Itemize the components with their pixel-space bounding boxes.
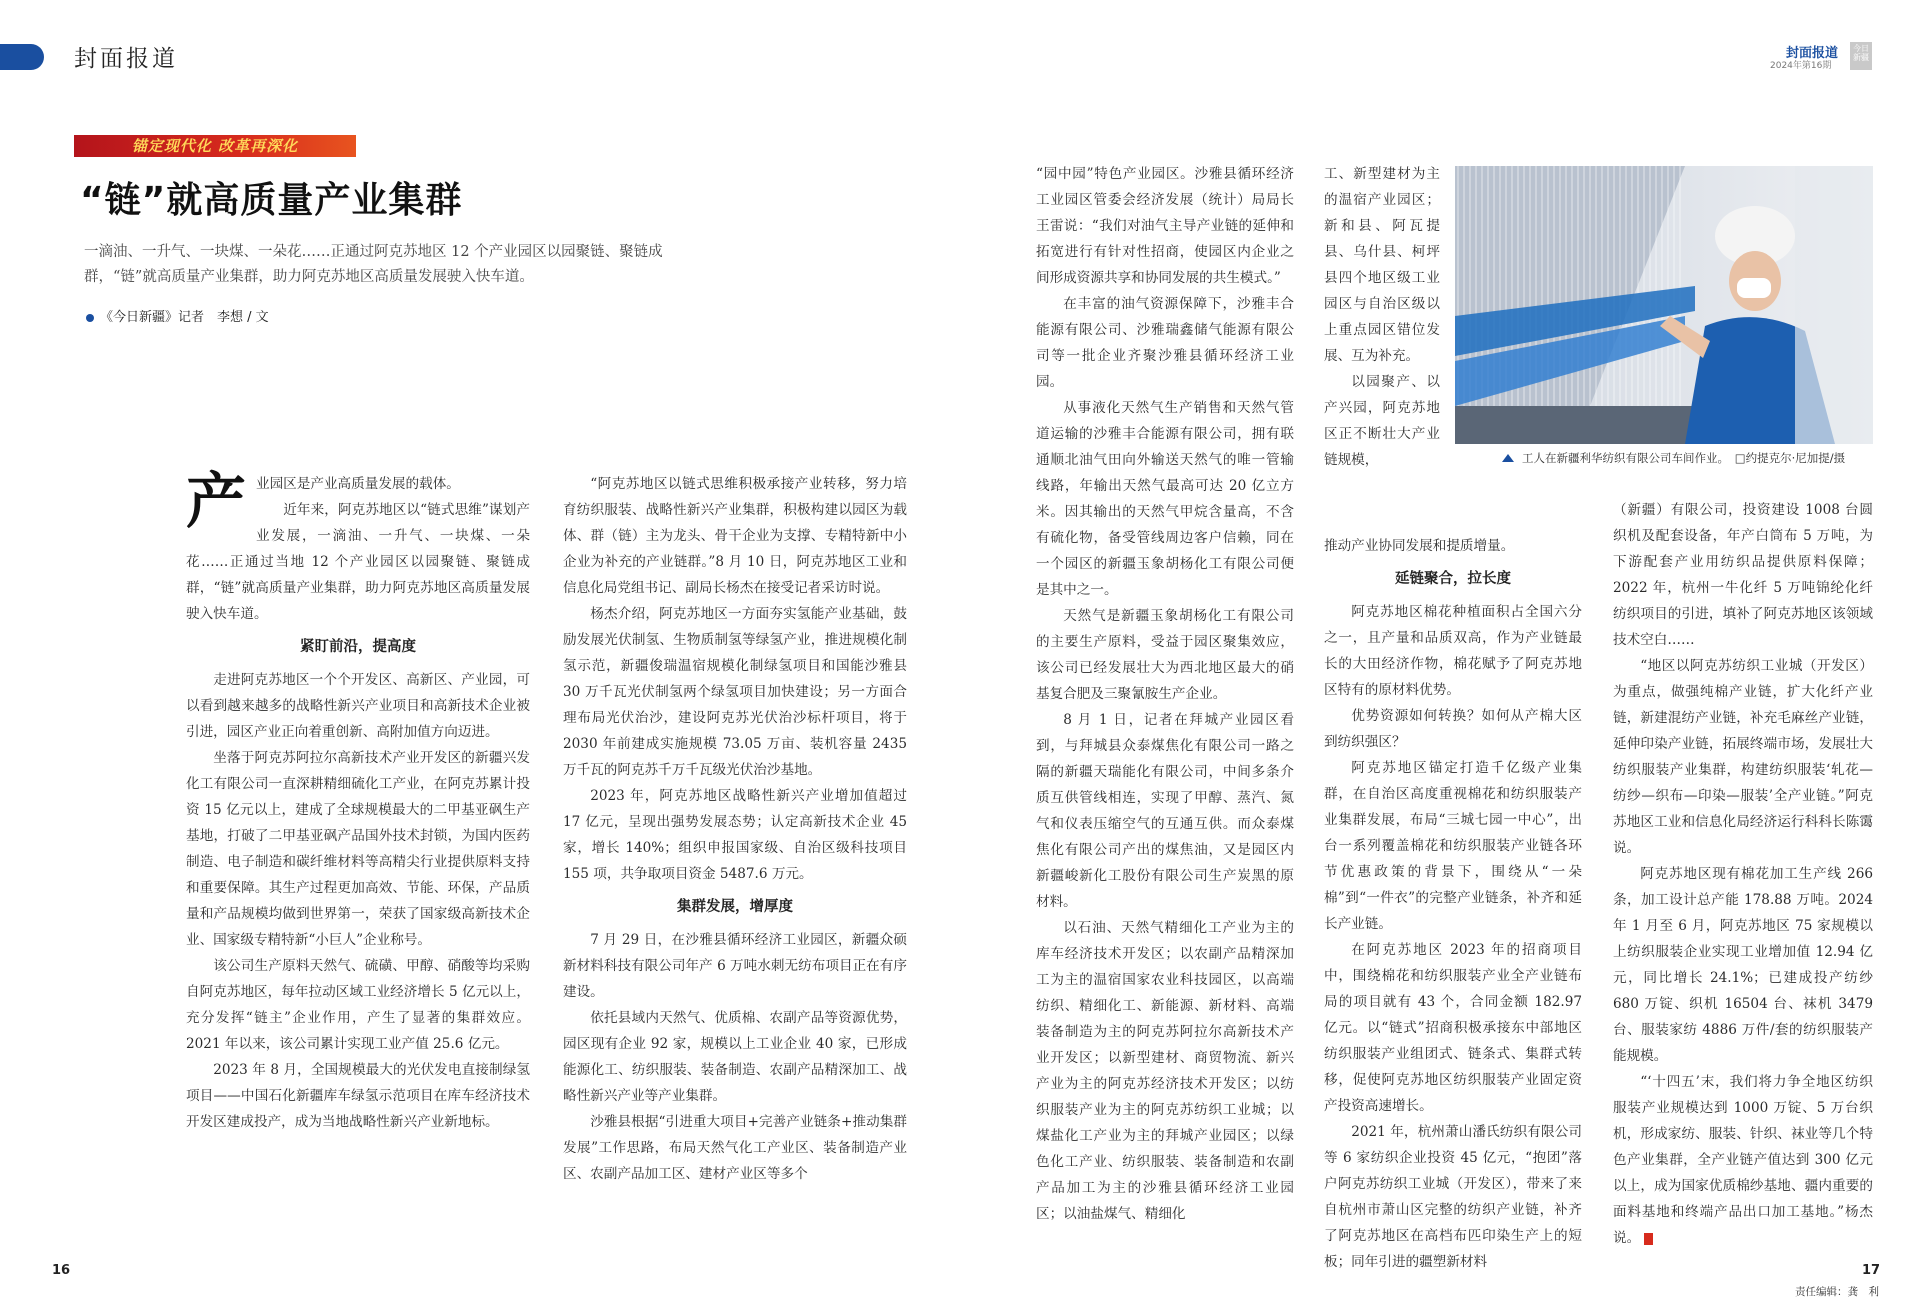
paragraph: 2023 年，阿克苏地区战略性新兴产业增加值超过 17 亿元，呈现出强势发展态势；认定高新技术企业 45 家，增长 140%；组织申报国家级、自治区级科技项目 155 项，共争取项目资金 5487.6 万元。 xyxy=(563,788,907,882)
paragraph: 7 月 29 日，在沙雅县循环经济工业园区，新疆众硕新材料科技有限公司年产 6 万吨水刺无纺布项目正在有序建设。 xyxy=(563,932,907,1000)
paragraph: 走进阿克苏地区一个个开发区、高新区、产业园，可以看到越来越多的战略性新兴产业项目和高新技术企业被引进，园区产业正向着重创新、高附加值方向迈进。 xyxy=(186,672,530,740)
section-label-right: 封面报道 xyxy=(1786,46,1839,61)
paragraph: 在阿克苏地区 2023 年的招商项目中，围绕棉花和纺织服装产业全产业链布局的项目就有 43 个，合同金额 182.97 亿元。以“链式”招商积极承接东中部地区纺织服装产业组团式、链条式、集群式转移，促使阿克苏地区纺织服装产业固定资产投资高速增长。 xyxy=(1324,942,1582,1114)
column-2 xyxy=(563,471,907,1187)
paragraph: 杨杰介绍，阿克苏地区一方面夯实氢能产业基础，鼓励发展光伏制氢、生物质制氢等绿氢产业，推进规模化制氢示范，新疆俊瑞温宿规模化制绿氢项目和国能沙雅县 30 万千瓦光伏制氢两个绿氢项目加快建设；另一方面合理布局光伏治沙，建设阿克苏光伏治沙标杆项目，将于 2030 年前建成实施规模 73.05 万亩、装机容量 2435 万千瓦的阿克苏千万千瓦级光伏治沙基地。 xyxy=(563,606,907,778)
paragraph-text: “‘十四五’末，我们将力争全地区纺织服装产业规模达到 1000 万锭、5 万台织机，形成家纺、服装、针织、袜业等几个特色产业集群，全产业链产值达到 300 亿元以上，成为国家优质棉纱基地、疆内重要的面料基地和终端产品出口加工基地。”杨杰说。 xyxy=(1613,1074,1873,1246)
paragraph: 近年来，阿克苏地区以“链式思维”谋划产业发展，一滴油、一升气、一块煤、一朵花……正通过当地 12 个产业园区以园聚链、聚链成群，“链”就高质量产业集群，助力阿克苏地区高质量发展驶入快车道。 xyxy=(186,502,530,622)
paragraph: 2021 年，杭州萧山潘氏纺织有限公司等 6 家纺织企业投资 45 亿元，“抱团”落户阿克苏纺织工业城（开发区），带来了来自杭州市萧山区完整的纺织产业链，补齐了阿克苏地区在高档布匹印染生产上的短板；同年引进的疆塑新材料 xyxy=(1324,1124,1582,1270)
factory-photo xyxy=(1455,166,1873,444)
section-heading: 集群发展，增厚度 xyxy=(677,899,793,915)
paragraph: 阿克苏地区现有棉花加工生产线 266 条，加工设计总产能 178.88 万吨。2024 年 1 月至 6 月，阿克苏地区 75 家规模以上纺织服装企业实现工业增加值 12.94 亿元，同比增长 24.1%；已建成投产纺纱 680 万锭、织机 16504 台、袜机 3479 台、服装家纺 4886 万件/套的纺织服装产能规模。 xyxy=(1613,866,1873,1064)
paragraph: 2023 年 8 月，全国规模最大的光伏发电直接制绿氢项目——中国石化新疆库车绿氢示范项目在库车经济技术开发区建成投产，成为当地战略性新兴产业新地标。 xyxy=(186,1062,530,1130)
issue-label: 2024年第16期 xyxy=(1770,61,1832,71)
column-4 xyxy=(1324,161,1440,473)
caption-triangle-icon xyxy=(1502,454,1514,462)
magazine-logo: 今日新疆 xyxy=(1850,42,1872,70)
section-label-left: 封面报道 xyxy=(74,46,178,72)
drop-cap: 产 xyxy=(186,467,246,537)
article-subtitle: 一滴油、一升气、一块煤、一朵花……正通过阿克苏地区 12 个产业园区以园聚链、聚链成群，“链”就高质量产业集群，助力阿克苏地区高质量发展驶入快车道。 xyxy=(84,244,663,285)
paragraph: 在丰富的油气资源保障下，沙雅丰合能源有限公司、沙雅瑞鑫储气能源有限公司等一批企业齐聚沙雅县循环经济工业园。 xyxy=(1036,296,1294,390)
column-3 xyxy=(1036,161,1294,1227)
page-number-left: 16 xyxy=(52,1263,71,1278)
paragraph: “地区以阿克苏纺织工业城（开发区）为重点，做强纯棉产业链，扩大化纤产业链，新建混纺产业链，补充毛麻丝产业链，延伸印染产业链，拓展终端市场，发展壮大纺织服装产业集群，构建纺织服装‘轧花—纺纱—织布—印染—服装’全产业链。”阿克苏地区工业和信息化局经济运行科科长陈霭说。 xyxy=(1613,658,1873,856)
paragraph: 天然气是新疆玉象胡杨化工有限公司的主要生产原料，受益于园区聚集效应，该公司已经发展壮大为西北地区最大的硝基复合肥及三聚氰胺生产企业。 xyxy=(1036,608,1294,702)
photo-illustration xyxy=(1455,166,1873,444)
paragraph: （新疆）有限公司，投资建设 1008 台圆织机及配套设备，年产白筒布 5 万吨，为下游配套产业用纺织品提供原料保障；2022 年，杭州一牛化纤 5 万吨锦纶化纤纺织项目的引进，填补了阿克苏地区该领域技术空白…… xyxy=(1613,502,1873,648)
paragraph: 8 月 1 日，记者在拜城产业园区看到，与拜城县众泰煤焦化有限公司一路之隔的新疆天瑞能化有限公司，中间多条介质互供管线相连，实现了甲醇、蒸汽、氮气和仪表压缩空气的互通互供。而众泰煤焦化有限公司产出的煤焦油，又是园区内新疆峻新化工股份有限公司生产炭黑的原材料。 xyxy=(1036,712,1294,910)
byline-text: 《今日新疆》记者 李想 / 文 xyxy=(100,310,269,325)
article-title: “链”就高质量产业集群 xyxy=(80,180,463,221)
paragraph: 阿克苏地区棉花种植面积占全国六分之一，且产量和品质双高，作为产业链最长的大田经济作物，棉花赋予了阿克苏地区特有的原材料优势。 xyxy=(1324,604,1582,698)
paragraph: 优势资源如何转换？如何从产棉大区到纺织强区？ xyxy=(1324,708,1582,750)
column-5 xyxy=(1324,533,1582,1275)
column-6 xyxy=(1613,497,1873,1251)
paragraph xyxy=(1613,1069,1873,1251)
section-heading: 紧盯前沿，提高度 xyxy=(300,639,416,655)
paragraph: 阿克苏地区锚定打造千亿级产业集群，在自治区高度重视棉花和纺织服装产业集群发展，布局“三城七园一中心”，出台一系列覆盖棉花和纺织服装产业链各环节优惠政策的背景下，围绕从“一朵棉”到“一件衣”的完整产业链条，补齐和延长产业链。 xyxy=(1324,760,1582,932)
paragraph: 从事液化天然气生产销售和天然气管道运输的沙雅丰合能源有限公司，拥有联通顺北油气田向外输送天然气的唯一管输线路，年输出天然气最高可达 20 亿立方米。因其输出的天然气甲烷含量高，不含有硫化物，备受管线周边客户信赖，同在一个园区的新疆玉象胡杨化工有限公司便是其中之一。 xyxy=(1036,400,1294,598)
end-mark-icon xyxy=(1644,1233,1653,1245)
paragraph: “阿克苏地区以链式思维积极承接产业转移，努力培育纺织服装、战略性新兴产业集群，积极构建以园区为载体、群（链）主为龙头、骨干企业为支撑、专精特新中小企业为补充的产业链群。”8 月 10 日，阿克苏地区工业和信息化局党组书记、副局长杨杰在接受记者采访时说。 xyxy=(563,476,907,596)
column-1 xyxy=(186,467,530,1135)
paragraph: 坐落于阿克苏阿拉尔高新技术产业开发区的新疆兴发化工有限公司一直深耕精细硫化工产业，在阿克苏累计投资 15 亿元以上，建成了全球规模最大的二甲基亚砜生产基地，打破了二甲基亚砜产品国外技术封锁，为国内医药制造、电子制造和碳纤维材料等高精尖行业提供原料支持和重要保障。其生产过程更加高效、节能、环保，产品质量和产品规模均做到世界第一，荣获了国家级高新技术企业、国家级专精特新“小巨人”企业称号。 xyxy=(186,750,530,948)
paragraph: 工、新型建材为主的温宿产业园区；新和县、阿瓦提县、乌什县、柯坪县四个地区级工业园区与自治区级以上重点园区错位发展、互为补充。 xyxy=(1324,166,1440,364)
page-number-right: 17 xyxy=(1862,1263,1881,1278)
paragraph: 推动产业协同发展和提质增量。 xyxy=(1324,538,1515,554)
section-heading: 延链聚合，拉长度 xyxy=(1395,571,1511,587)
byline xyxy=(86,306,269,325)
photo-caption xyxy=(1502,450,1845,466)
byline-dot-icon xyxy=(86,314,94,322)
paragraph: 依托县域内天然气、优质棉、农副产品等资源优势，园区现有企业 92 家，规模以上工业企业 40 家，已形成能源化工、纺织服装、装备制造、农副产品精深加工、战略性新兴产业等产业集群。 xyxy=(563,1010,907,1104)
paragraph: 以园聚产、以产兴园，阿克苏地区正不断壮大产业链规模， xyxy=(1324,374,1440,468)
caption-text: 工人在新疆利华纺织有限公司车间作业。 □约提克尔·尼加提/摄 xyxy=(1522,451,1846,465)
kicker-banner: 锚定现代化 改革再深化 xyxy=(74,135,356,157)
paragraph: “园中园”特色产业园区。沙雅县循环经济工业园区管委会经济发展（统计）局局长王雷说：“我们对油气主导产业链的延伸和拓宽进行有针对性招商，使园区内企业之间形成资源共享和协同发展的共生模式。” xyxy=(1036,166,1294,286)
paragraph: 该公司生产原料天然气、硫磺、甲醇、硝酸等均采购自阿克苏地区，每年拉动区域工业经济增长 5 亿元以上，充分发挥“链主”企业作用，产生了显著的集群效应。2021 年以来，该公司累计实现工业产值 25.6 亿元。 xyxy=(186,958,530,1052)
paragraph: 沙雅县根据“引进重大项目+完善产业链条+推动集群发展”工作思路，布局天然气化工产业区、装备制造产业区、农副产品加工区、建材产业区等多个 xyxy=(563,1114,907,1182)
section-tab-marker xyxy=(0,44,44,70)
responsible-editor: 责任编辑：龚 利 xyxy=(1795,1286,1879,1298)
paragraph: 以石油、天然气精细化工产业为主的库车经济技术开发区；以农副产品精深加工为主的温宿国家农业科技园区，以高端纺织、精细化工、新能源、新材料、高端装备制造为主的阿克苏阿拉尔高新技术产业开发区；以新型建材、商贸物流、新兴产业为主的阿克苏经济技术开发区；以纺织服装产业为主的阿克苏纺织工业城；以煤盐化工产业为主的拜城产业园区；以绿色化工产业、纺织服装、装备制造和农副产品加工为主的沙雅县循环经济工业园区；以油盐煤气、精细化 xyxy=(1036,920,1294,1222)
paragraph: 业园区是产业高质量发展的载体。 xyxy=(256,476,460,492)
